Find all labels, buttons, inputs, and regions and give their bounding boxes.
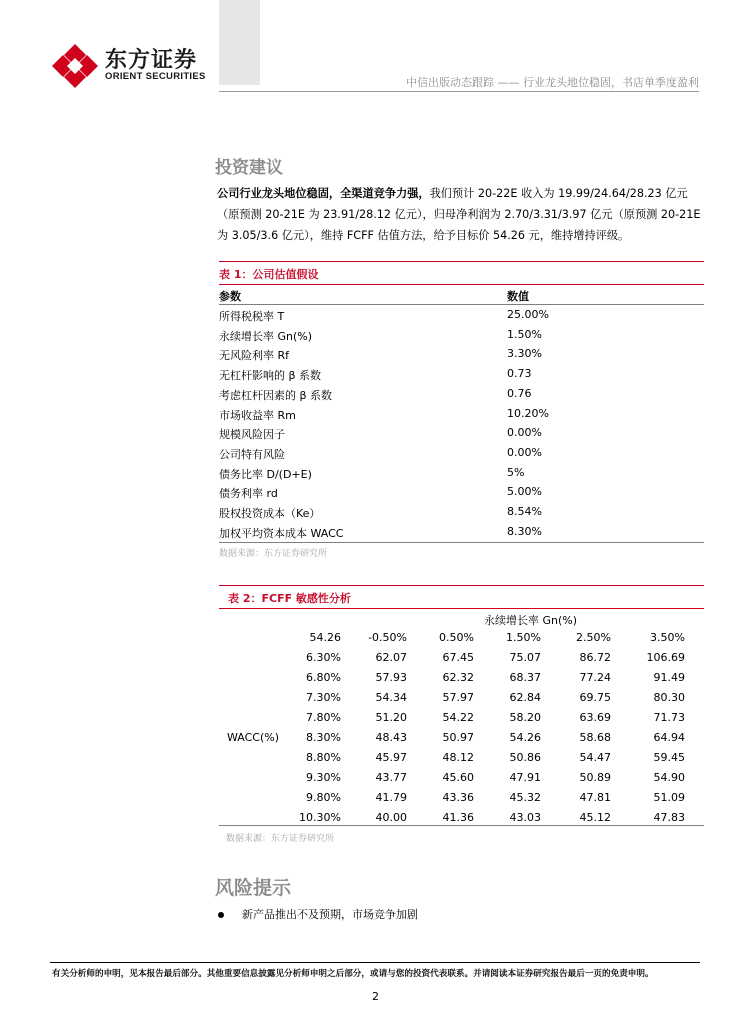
- page-number: 2: [372, 990, 379, 1003]
- table-row: [219, 344, 704, 364]
- param-value: 5.00%: [507, 485, 542, 499]
- table1-header-value: 数值: [507, 290, 529, 303]
- table2-cell: 50.86: [509, 751, 541, 764]
- table2-cell: 54.34: [375, 691, 407, 704]
- table2-wacc-value: 7.30%: [306, 691, 341, 704]
- table1-title: 表 1：公司估值假设: [219, 268, 319, 281]
- param-name: 规模风险因子: [219, 428, 285, 442]
- table2-cell: 62.07: [375, 651, 407, 664]
- table2-cell: 58.20: [509, 711, 541, 724]
- table-row: [219, 443, 704, 463]
- param-value: 5%: [507, 465, 525, 479]
- table1-bottom-rule: [219, 542, 704, 543]
- table2-cell: 67.45: [442, 651, 474, 664]
- table2-cell: 45.12: [579, 811, 611, 824]
- param-value: 3.30%: [507, 347, 542, 361]
- param-name: 考虑杠杆因素的 β 系数: [219, 388, 333, 402]
- table2-source: 数据来源：东方证券研究所: [226, 834, 335, 844]
- table2-cell: 86.72: [579, 651, 611, 664]
- table2-gn-label: 永续增长率 Gn(%): [484, 614, 578, 627]
- table2-cell: 43.03: [509, 811, 541, 824]
- table2-cell: 64.94: [653, 731, 685, 744]
- table2-cell: 75.07: [509, 651, 541, 664]
- investment-title: 投资建议: [215, 158, 283, 178]
- param-name: 债务利率 rd: [219, 487, 278, 501]
- table-row: [219, 404, 704, 424]
- table2-cell: 50.97: [442, 731, 474, 744]
- table2-cell: 47.91: [509, 771, 541, 784]
- table1-top-rule: [219, 261, 704, 262]
- param-name: 市场收益率 Rm: [219, 408, 296, 422]
- param-name: 无杠杆影响的 β 系数: [219, 369, 322, 383]
- investment-paragraph: [217, 183, 707, 246]
- header-grey-band: [219, 0, 260, 85]
- table1-source: 数据来源：东方证券研究所: [219, 549, 328, 559]
- table2-title-rule: [219, 608, 704, 609]
- investment-bold-lead: 公司行业龙头地位稳固，全渠道竞争力强，: [217, 187, 430, 200]
- table2-cell: 48.43: [375, 731, 407, 744]
- company-name-cn: 东方证券: [105, 48, 198, 73]
- table2-column-header: -0.50%: [368, 631, 407, 644]
- table2-cell: 47.83: [653, 811, 685, 824]
- footer-divider: [50, 962, 700, 963]
- param-value: 8.30%: [507, 524, 542, 538]
- table2-cell: 41.79: [375, 791, 407, 804]
- table2-column-header: 3.50%: [650, 631, 685, 644]
- table2-bottom-rule: [219, 825, 704, 826]
- table2-column-header: 0.50%: [439, 631, 474, 644]
- table2-cell: 106.69: [646, 651, 685, 664]
- table2-cell: 48.12: [442, 751, 474, 764]
- company-name-en: ORIENT SECURITIES: [105, 71, 206, 82]
- param-name: 加权平均资本成本 WACC: [219, 526, 344, 540]
- param-value: 8.54%: [507, 505, 542, 518]
- table2-cell: 43.36: [442, 791, 474, 804]
- table2-cell: 68.37: [509, 671, 541, 684]
- table2-wacc-value: 9.80%: [306, 791, 341, 804]
- table2-wacc-value: 9.30%: [306, 771, 341, 784]
- table-row: [219, 364, 704, 384]
- param-name: 所得税税率 T: [219, 310, 285, 323]
- risk-title: 风险提示: [215, 877, 292, 899]
- risk-bullet-icon: [218, 912, 224, 918]
- table2-wacc-value: 10.30%: [299, 811, 341, 824]
- table-row: [219, 463, 704, 483]
- table2-wacc-value: 7.80%: [306, 711, 341, 724]
- param-name: 永续增长率 Gn(%): [219, 329, 313, 343]
- table2-cell: 62.32: [442, 671, 474, 684]
- table2-cell: 71.73: [653, 711, 685, 724]
- table2-cell: 91.49: [653, 671, 685, 684]
- table2-cell: 45.97: [375, 751, 407, 764]
- param-value: 0.00%: [507, 445, 542, 459]
- table2-cell: 45.60: [442, 771, 474, 784]
- table-row: [219, 502, 704, 522]
- table-row: [219, 305, 704, 325]
- table2-cell: 45.32: [509, 791, 541, 804]
- table-row: [219, 482, 704, 502]
- table2-cell: 51.09: [653, 791, 685, 804]
- table2-cell: 80.30: [653, 691, 685, 704]
- table2-cell: 47.81: [579, 791, 611, 804]
- table2-cell: 41.36: [442, 811, 474, 824]
- param-value: 0.73: [507, 367, 532, 381]
- table2-cell: 54.90: [653, 771, 685, 784]
- table2-title: 表 2：FCFF 敏感性分析: [228, 592, 351, 605]
- param-value: 10.20%: [507, 406, 549, 420]
- param-value: 1.50%: [507, 327, 542, 341]
- table1-header-row: [219, 285, 704, 305]
- param-name: 股权投资成本（Ke）: [219, 507, 321, 520]
- table-row: [219, 325, 704, 345]
- investment-body: 我们预计 20-22E 收入为 19.99/24.64/28.23 亿元（原预测 20-21E 为 23.91/28.12 亿元），归母净利润为 2.70/3.31/3.97 亿元（原预测 20-21E 为 3.05/3.6 亿元），维持 FCFF 估值方法，给予目标价 54.26 元，维持增持评级。: [217, 187, 701, 242]
- table2-wacc-value: 6.80%: [306, 671, 341, 684]
- table2-wacc-value: 8.80%: [306, 751, 341, 764]
- table2-cell: 40.00: [375, 811, 407, 824]
- header-divider: [219, 91, 699, 92]
- table2-top-rule: [219, 585, 704, 586]
- param-value: 0.00%: [507, 426, 542, 440]
- orient-securities-logo-icon: [50, 44, 100, 88]
- table2-column-header: 2.50%: [576, 631, 611, 644]
- table2-column-header: 1.50%: [506, 631, 541, 644]
- table2-cell: 54.26: [509, 731, 541, 744]
- table2-cell: 59.45: [653, 751, 685, 764]
- footer-disclaimer: 有关分析师的申明，见本报告最后部分。其他重要信息披露见分析师申明之后部分，或请与您的投资代表联系。并请阅读本证券研究报告最后一页的免责申明。: [52, 969, 654, 979]
- param-value: 25.00%: [507, 308, 549, 321]
- table2-cell: 77.24: [579, 671, 611, 684]
- table2-cell: 58.68: [579, 731, 611, 744]
- table2-cell: 57.97: [442, 691, 474, 704]
- risk-item: 新产品推出不及预期，市场竞争加剧: [242, 908, 418, 921]
- table1-header-param: 参数: [219, 290, 241, 303]
- table2-wacc-value: 6.30%: [306, 651, 341, 664]
- table-row: [219, 423, 704, 443]
- table2-cell: 54.22: [442, 711, 474, 724]
- table-row: [219, 522, 704, 542]
- table2-cell: 54.47: [579, 751, 611, 764]
- table2-cell: 63.69: [579, 711, 611, 724]
- table2-cell: 57.93: [375, 671, 407, 684]
- param-name: 无风险利率 Rf: [219, 349, 290, 363]
- param-value: 0.76: [507, 386, 532, 400]
- table2-wacc-label: WACC(%): [227, 731, 280, 744]
- table2-cell: 51.20: [375, 711, 407, 724]
- table2-corner-value: 54.26: [309, 631, 341, 644]
- table2-cell: 62.84: [509, 691, 541, 704]
- table2-cell: 69.75: [579, 691, 611, 704]
- param-name: 公司特有风险: [219, 447, 285, 461]
- param-name: 债务比率 D/(D+E): [219, 467, 312, 481]
- table2-wacc-value: 8.30%: [306, 731, 341, 744]
- table2-cell: 50.89: [579, 771, 611, 784]
- report-subtitle: 中信出版动态跟踪 —— 行业龙头地位稳固，书店单季度盈利: [406, 76, 699, 89]
- table2-cell: 43.77: [375, 771, 407, 784]
- table-row: [219, 384, 704, 404]
